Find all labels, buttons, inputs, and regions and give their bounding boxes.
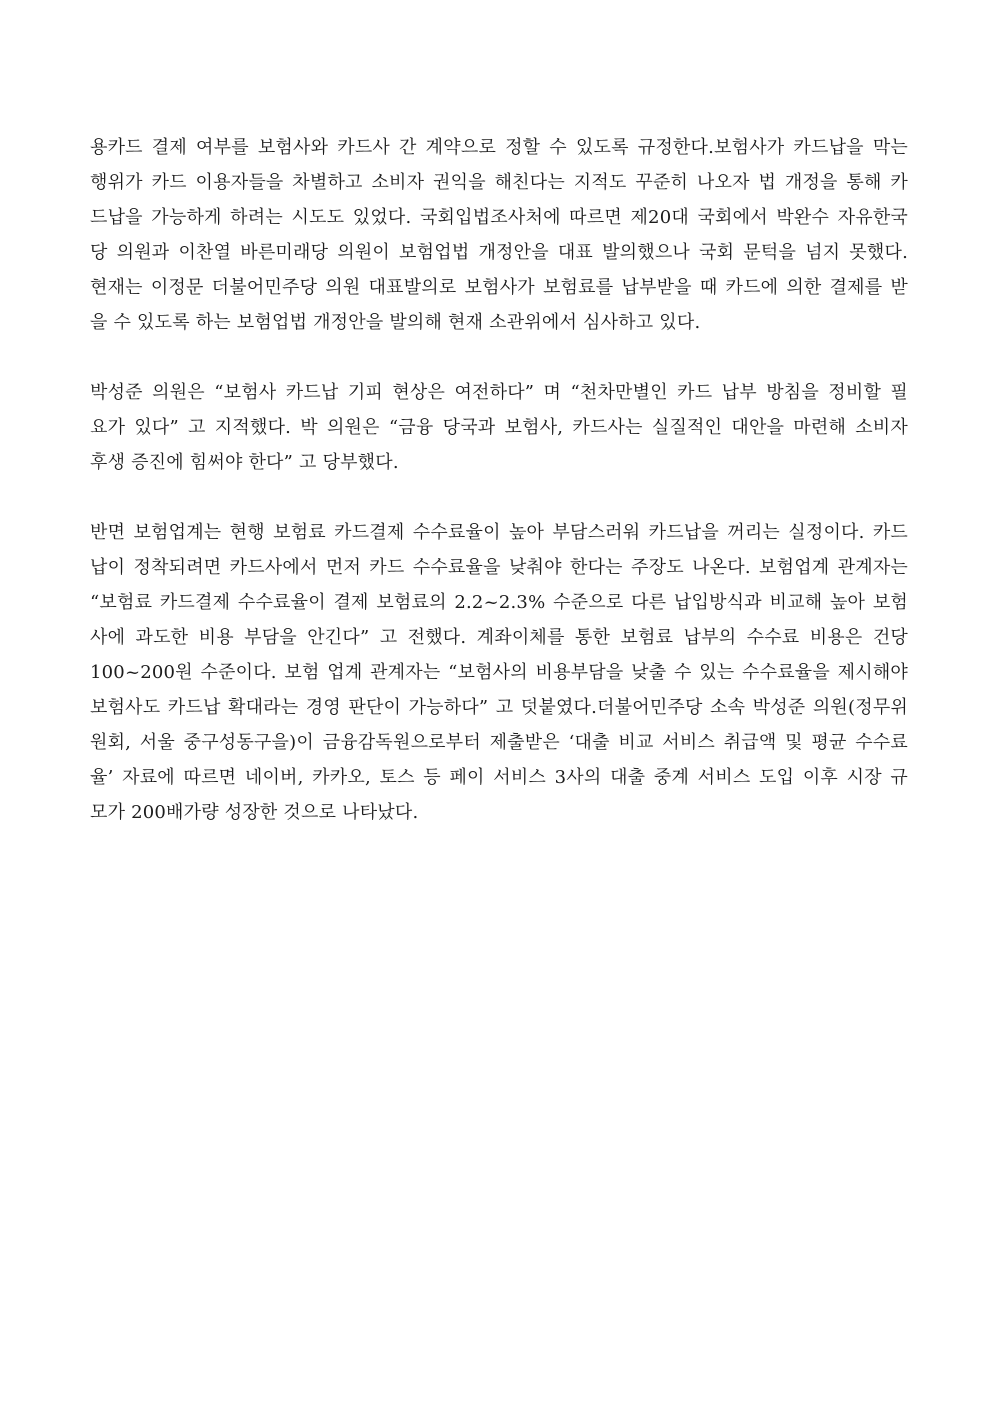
text-line: 모가 200배가량 성장한 것으로 나타났다. xyxy=(90,802,419,823)
text-line: 박성준 의원은 “보험사 카드납 기피 현상은 여전하다” 며 “천차만별인 카드 납부 방침을 정비할 필 xyxy=(90,382,908,403)
text-line: “보험료 카드결제 수수료율이 결제 보험료의 2.2~2.3% 수준으로 다른 납입방식과 비교해 높아 보험 xyxy=(90,592,908,613)
text-line: 요가 있다” 고 지적했다. 박 의원은 “금융 당국과 보험사, 카드사는 실질적인 대안을 마련해 소비자 xyxy=(90,417,908,438)
text-line: 100~200원 수준이다. 보험 업계 관계자는 “보험사의 비용부담을 낮출 수 있는 수수료율을 제시해야 xyxy=(90,662,908,683)
article-body xyxy=(90,130,908,830)
text-line: 현재는 이정문 더불어민주당 의원 대표발의로 보험사가 보험료를 납부받을 때 카드에 의한 결제를 받 xyxy=(90,277,908,298)
text-line: 사에 과도한 비용 부담을 안긴다” 고 전했다. 계좌이체를 통한 보험료 납부의 수수료 비용은 건당 xyxy=(90,627,908,648)
text-line: 원회, 서울 중구성동구을)이 금융감독원으로부터 제출받은 ‘대출 비교 서비스 취급액 및 평균 수수료 xyxy=(90,732,908,753)
text-line: 반면 보험업계는 현행 보험료 카드결제 수수료율이 높아 부담스러워 카드납을 꺼리는 실정이다. 카드 xyxy=(90,522,908,543)
text-line: 후생 증진에 힘써야 한다” 고 당부했다. xyxy=(90,452,399,473)
text-line: 용카드 결제 여부를 보험사와 카드사 간 계약으로 정할 수 있도록 규정한다.보험사가 카드납을 막는 xyxy=(90,137,908,158)
paragraph-lawmaker-quotes xyxy=(90,375,908,480)
text-line: 보험사도 카드납 확대라는 경영 판단이 가능하다” 고 덧붙였다.더불어민주당 소속 박성준 의원(정무위 xyxy=(90,697,908,718)
paragraph-industry-response xyxy=(90,515,908,830)
text-line: 율’ 자료에 따르면 네이버, 카카오, 토스 등 페이 서비스 3사의 대출 중계 서비스 도입 이후 시장 규 xyxy=(90,767,908,788)
text-line: 을 수 있도록 하는 보험업법 개정안을 발의해 현재 소관위에서 심사하고 있다. xyxy=(90,312,701,333)
text-line: 행위가 카드 이용자들을 차별하고 소비자 권익을 해친다는 지적도 꾸준히 나오자 법 개정을 통해 카 xyxy=(90,172,908,193)
text-line: 당 의원과 이찬열 바른미래당 의원이 보험업법 개정안을 대표 발의했으나 국회 문턱을 넘지 못했다. xyxy=(90,242,908,263)
text-line: 드납을 가능하게 하려는 시도도 있었다. 국회입법조사처에 따르면 제20대 국회에서 박완수 자유한국 xyxy=(90,207,908,228)
text-line: 납이 정착되려면 카드사에서 먼저 카드 수수료율을 낮춰야 한다는 주장도 나온다. 보험업계 관계자는 xyxy=(90,557,908,578)
paragraph-insurance-law-amendment xyxy=(90,130,908,340)
